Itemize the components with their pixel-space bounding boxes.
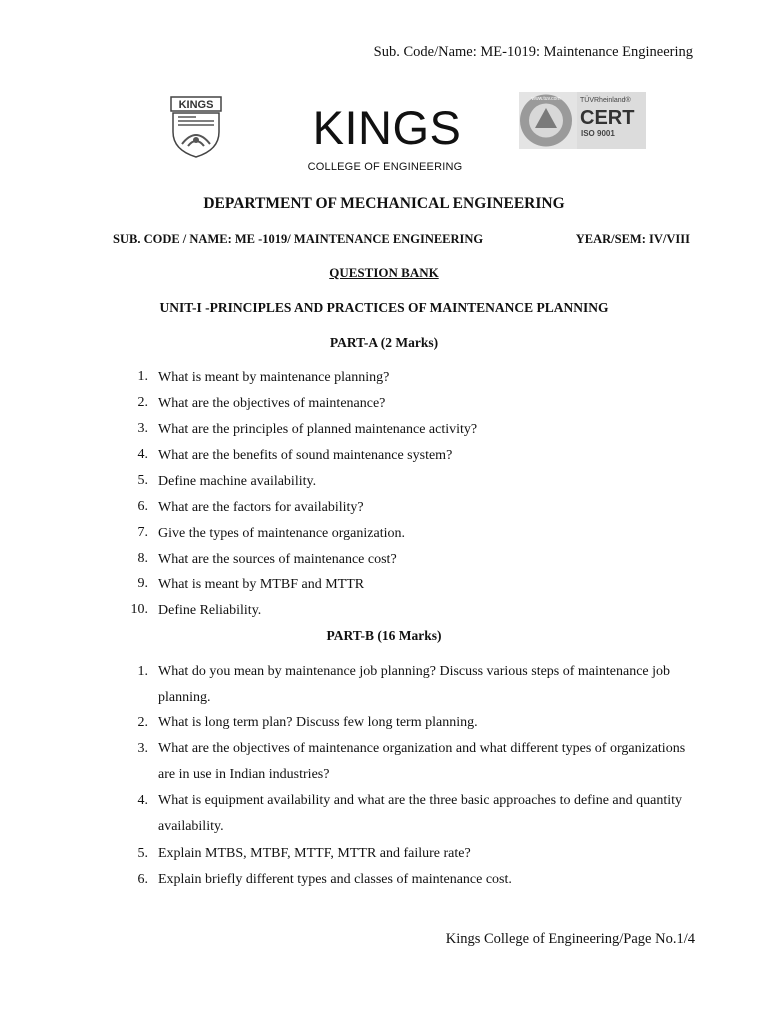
question-number: 9.	[137, 576, 148, 591]
page-footer: Kings College of Engineering/Page No.1/4	[445, 931, 695, 947]
tuv-cert-logo	[519, 92, 646, 149]
subject-row	[113, 232, 690, 247]
cert-small-text: TÜVRheinland®	[580, 97, 631, 104]
question-number: 3.	[137, 421, 148, 436]
question-number: 2.	[137, 395, 148, 410]
question-number: 2.	[137, 715, 148, 730]
question-number: 4.	[137, 447, 148, 462]
question-number: 6.	[137, 499, 148, 514]
question-text: What are the sources of maintenance cost?	[158, 552, 397, 567]
kings-crest-logo	[170, 96, 222, 158]
question-text: What is meant by MTBF and MTTR	[158, 577, 365, 592]
question-number: 3.	[137, 741, 148, 756]
question-text: What are the objectives of maintenance organization and what different types of organizations are in use in Indian industries?	[158, 741, 686, 782]
question-text: What is equipment availability and what are the three basic approaches to define and quantity availability.	[158, 793, 683, 834]
question-text: What are the factors for availability?	[158, 500, 364, 515]
cert-iso-text: ISO 9001	[581, 129, 615, 138]
question-text: What is long term plan? Discuss few long term planning.	[158, 715, 478, 730]
question-number: 10.	[130, 602, 148, 617]
question-number: 7.	[137, 525, 148, 540]
question-text: What are the objectives of maintenance?	[158, 396, 386, 411]
question-text: Explain MTBS, MTBF, MTTF, MTTR and failure rate?	[158, 846, 471, 861]
question-number: 1.	[137, 664, 148, 679]
question-text: What are the benefits of sound maintenance system?	[158, 448, 453, 463]
question-text: Give the types of maintenance organization.	[158, 526, 405, 541]
part-b-title: PART-B (16 Marks)	[326, 628, 442, 643]
question-text: Define Reliability.	[158, 603, 262, 618]
question-number: 5.	[137, 473, 148, 488]
header-subject-code: Sub. Code/Name: ME-1019: Maintenance Engineering	[373, 44, 693, 60]
year-sem: YEAR/SEM: IV/VIII	[575, 232, 690, 246]
cert-ring-text: www.tuv.com	[531, 96, 561, 102]
crest-text: KINGS	[178, 99, 214, 111]
question-text: Define machine availability.	[158, 474, 317, 489]
subject-line: SUB. CODE / NAME: ME -1019/ MAINTENANCE ENGINEERING	[113, 232, 484, 246]
question-number: 4.	[137, 793, 148, 808]
department-title: DEPARTMENT OF MECHANICAL ENGINEERING	[203, 195, 565, 212]
kings-wordmark: KINGS	[312, 101, 462, 154]
part-a-title: PART-A (2 Marks)	[329, 335, 439, 350]
question-text: What are the principles of planned maintenance activity?	[158, 422, 478, 437]
question-text: Explain briefly different types and classes of maintenance cost.	[158, 872, 512, 887]
question-number: 5.	[137, 846, 148, 861]
question-text: What is meant by maintenance planning?	[158, 370, 390, 385]
question-text: What do you mean by maintenance job planning? Discuss various steps of maintenance job planning.	[158, 664, 671, 705]
question-number: 8.	[137, 551, 148, 566]
question-number: 6.	[137, 872, 148, 887]
question-bank-title: QUESTION BANK	[329, 265, 439, 280]
question-number: 1.	[137, 369, 148, 384]
cert-big-text: CERT	[580, 107, 635, 129]
college-name: COLLEGE OF ENGINEERING	[307, 161, 463, 173]
unit-title: UNIT-I -PRINCIPLES AND PRACTICES OF MAINTENANCE PLANNING	[159, 300, 609, 315]
